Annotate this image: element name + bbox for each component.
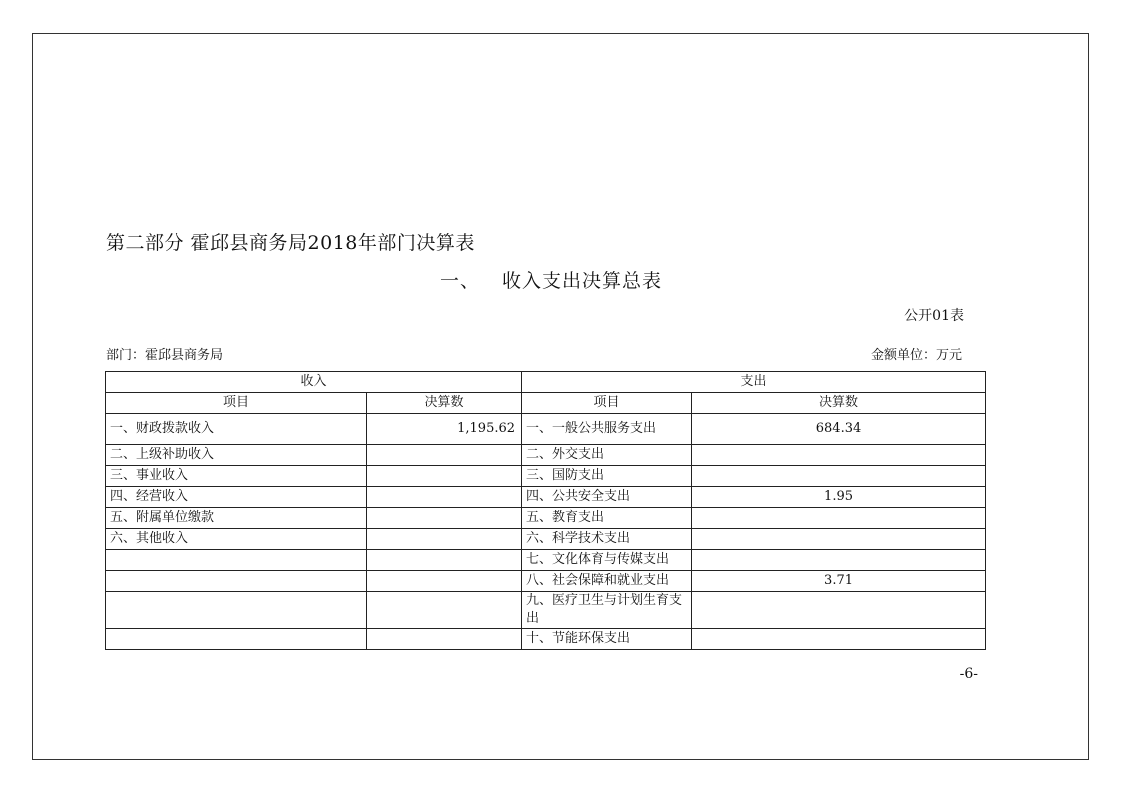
- page-number: -6-: [959, 666, 978, 682]
- table-row: [106, 571, 986, 592]
- expense-amount-cell: [692, 508, 986, 529]
- expense-amount-header: 决算数: [692, 393, 986, 414]
- table-row: [106, 592, 986, 629]
- table-row: [106, 414, 986, 445]
- budget-summary-table: [105, 371, 986, 650]
- income-item-cell: 四、经营收入: [106, 487, 367, 508]
- table-row: [106, 445, 986, 466]
- income-item-cell: 五、附属单位缴款: [106, 508, 367, 529]
- table-row: [106, 466, 986, 487]
- expense-amount-cell: [692, 529, 986, 550]
- expense-item-cell: 五、教育支出: [522, 508, 692, 529]
- income-amount-cell: [367, 629, 522, 650]
- income-amount-header: 决算数: [367, 393, 522, 414]
- expense-amount-cell: [692, 445, 986, 466]
- income-item-cell: 一、财政拨款收入: [106, 414, 367, 445]
- income-item-cell: 六、其他收入: [106, 529, 367, 550]
- table-column-header-row: [106, 393, 986, 414]
- income-item-cell: 三、事业收入: [106, 466, 367, 487]
- expense-item-cell: 四、公共安全支出: [522, 487, 692, 508]
- table-row: [106, 487, 986, 508]
- table-row: [106, 550, 986, 571]
- table-title: [440, 266, 662, 293]
- section-title: 第二部分 霍邱县商务局2018年部门决算表: [106, 232, 475, 254]
- expense-item-cell: 三、国防支出: [522, 466, 692, 487]
- table-row: [106, 629, 986, 650]
- income-item-cell: [106, 592, 367, 629]
- expense-amount-cell: [692, 592, 986, 629]
- expense-amount-cell: [692, 629, 986, 650]
- income-amount-cell: [367, 445, 522, 466]
- income-amount-cell: [367, 592, 522, 629]
- income-item-cell: [106, 629, 367, 650]
- income-header: 收入: [106, 372, 522, 393]
- expense-item-cell: 一、一般公共服务支出: [522, 414, 692, 445]
- income-amount-cell: [367, 571, 522, 592]
- income-item-header: 项目: [106, 393, 367, 414]
- income-amount-cell: [367, 529, 522, 550]
- expense-item-cell: 八、社会保障和就业支出: [522, 571, 692, 592]
- expense-amount-cell: 684.34: [692, 414, 986, 445]
- income-amount-cell: [367, 466, 522, 487]
- expense-item-cell: 六、科学技术支出: [522, 529, 692, 550]
- income-amount-cell: [367, 508, 522, 529]
- expense-item-cell: 十、节能环保支出: [522, 629, 692, 650]
- expense-item-cell: 九、医疗卫生与计划生育支出: [522, 592, 692, 629]
- income-item-cell: [106, 571, 367, 592]
- expense-amount-cell: 1.95: [692, 487, 986, 508]
- expense-amount-cell: 3.71: [692, 571, 986, 592]
- expense-item-cell: 二、外交支出: [522, 445, 692, 466]
- income-item-cell: 二、上级补助收入: [106, 445, 367, 466]
- expense-amount-cell: [692, 466, 986, 487]
- income-amount-cell: 1,195.62: [367, 414, 522, 445]
- expense-header: 支出: [522, 372, 986, 393]
- table-row: [106, 529, 986, 550]
- table-row: [106, 508, 986, 529]
- expense-amount-cell: [692, 550, 986, 571]
- table-title-number: 一、: [440, 270, 481, 292]
- income-item-cell: [106, 550, 367, 571]
- table-group-header-row: [106, 372, 986, 393]
- form-number: 公开01表: [904, 308, 964, 324]
- expense-item-header: 项目: [522, 393, 692, 414]
- income-amount-cell: [367, 550, 522, 571]
- expense-item-cell: 七、文化体育与传媒支出: [522, 550, 692, 571]
- income-amount-cell: [367, 487, 522, 508]
- department-label: 部门：霍邱县商务局: [106, 348, 224, 363]
- unit-label: 金额单位：万元: [870, 348, 962, 363]
- table-title-text: 收入支出决算总表: [502, 270, 663, 292]
